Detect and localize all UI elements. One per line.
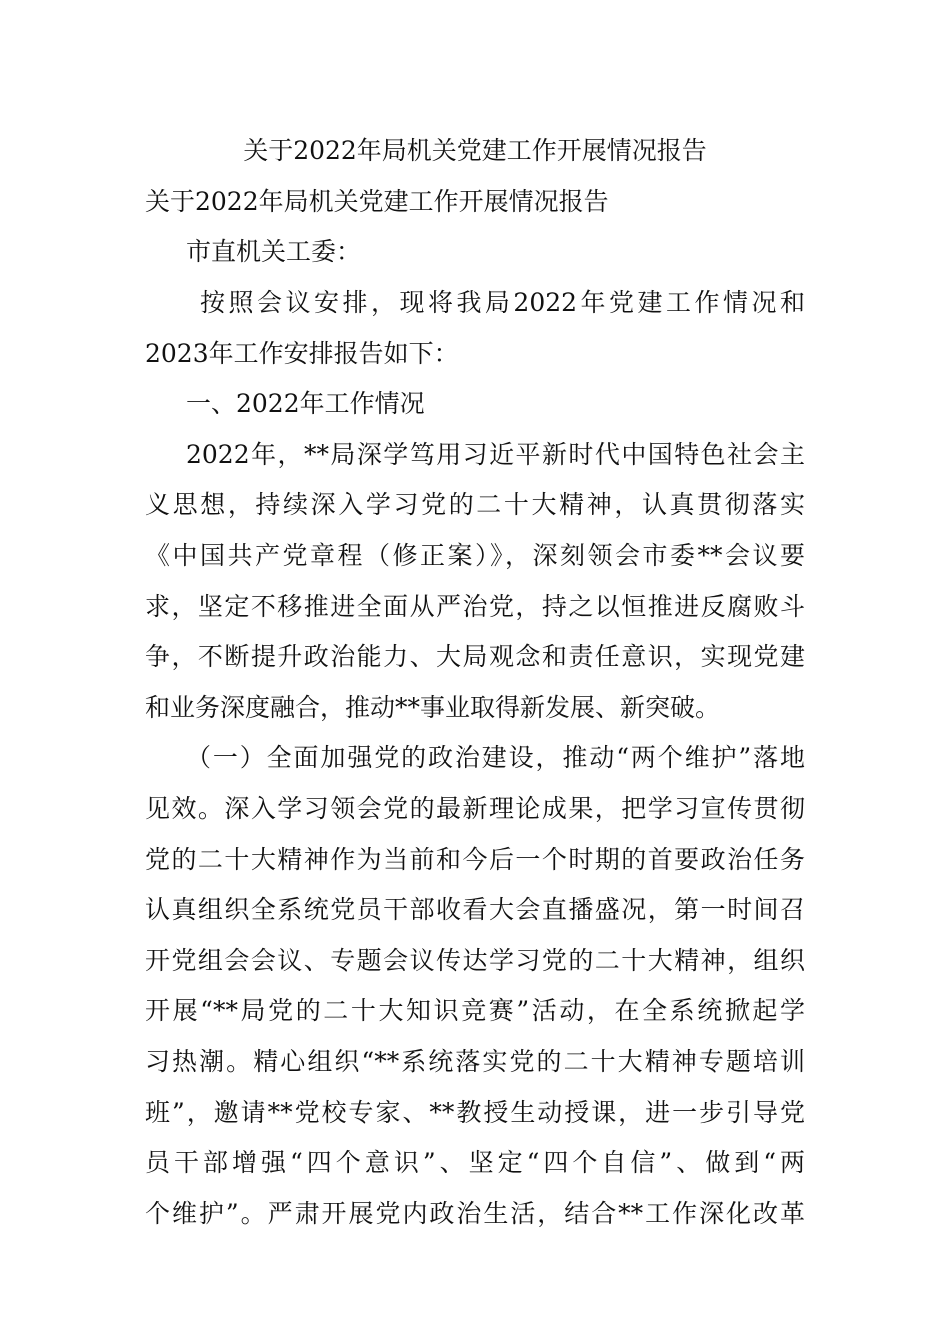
section1-para-line-6: 和业务深度融合，推动**事业取得新发展、新突破。 — [145, 693, 721, 722]
addressee: 市直机关工委： — [186, 237, 362, 266]
subsection1-line-1: （一）全面加强党的政治建设，推动“两个维护”落地 — [186, 743, 805, 772]
section1-title: 一、2022年工作情况 — [186, 389, 425, 418]
subsection1-line-3: 党的二十大精神作为当前和今后一个时期的首要政治任务 — [145, 845, 805, 874]
section1-para-line-4: 求，坚定不移推进全面从严治党，持之以恒推进反腐败斗 — [145, 592, 805, 621]
subsection1-line-10: 个维护”。严肃开展党内政治生活，结合**工作深化改革 — [145, 1199, 805, 1228]
intro-line-1: 按照会议安排，现将我局2022年党建工作情况和 — [200, 288, 805, 317]
subsection1-line-6: 开展“**局党的二十大知识竞赛”活动，在全系统掀起学 — [145, 996, 805, 1025]
document-heading: 关于2022年局机关党建工作开展情况报告 — [145, 187, 609, 216]
section1-para-line-3: 《中国共产党章程（修正案）》，深刻领会市委**会议要 — [145, 541, 805, 570]
subsection1-line-2: 见效。深入学习领会党的最新理论成果，把学习宣传贯彻 — [145, 794, 805, 823]
document-title: 关于2022年局机关党建工作开展情况报告 — [243, 136, 707, 165]
section1-para-line-5: 争，不断提升政治能力、大局观念和责任意识，实现党建 — [145, 642, 805, 671]
intro-line-2: 2023年工作安排报告如下： — [145, 339, 459, 368]
section1-para-line-2: 义思想，持续深入学习党的二十大精神，认真贯彻落实 — [145, 490, 805, 519]
subsection1-line-5: 开党组会会议、专题会议传达学习党的二十大精神，组织 — [145, 946, 805, 975]
subsection1-line-4: 认真组织全系统党员干部收看大会直播盛况，第一时间召 — [145, 895, 805, 924]
subsection1-line-7: 习热潮。精心组织“**系统落实党的二十大精神专题培训 — [145, 1047, 805, 1076]
subsection1-line-8: 班”，邀请**党校专家、**教授生动授课，进一步引导党 — [145, 1098, 805, 1127]
subsection1-line-9: 员干部增强“四个意识”、坚定“四个自信”、做到“两 — [145, 1148, 805, 1177]
section1-para-line-1: 2022年，**局深学笃用习近平新时代中国特色社会主 — [186, 440, 805, 469]
